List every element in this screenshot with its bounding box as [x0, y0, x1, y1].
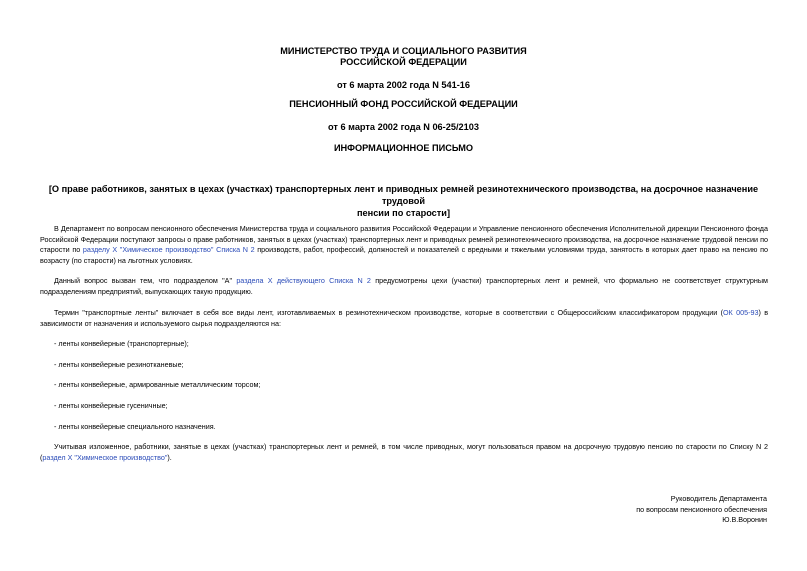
paragraph-1-text-b: производств, работ, профессий, должностей и показателей с вредными и тяжелыми условиями труда, занятость в которых дает право на пенсию по возрасту (по старости) на льготных условиях.: [40, 245, 768, 265]
signature-position-line1: Руководитель Департамента: [670, 494, 767, 503]
signature-block: [467, 494, 767, 526]
list-item: - ленты конвейерные специального назначения.: [54, 422, 216, 431]
list-item: - ленты конвейерные резинотканевые;: [54, 360, 184, 369]
paragraph-2-text-a: Данный вопрос вызван тем, что подразделом "А": [54, 276, 237, 285]
paragraph-1: [40, 224, 768, 266]
paragraph-4-text-a: Учитывая изложенное, работники, занятые в цехах (участках) транспортерных лент и ремней, в том числе приводных, могут пользоваться правом на досрочную трудовую пенсию по старости по Списку N 2 (: [40, 442, 768, 462]
document-title-line1: [О праве работников, занятых в цехах (участках) транспортерных лент и приводных ремней резинотехнического производства, на досрочное назначение трудовой: [48, 184, 759, 206]
paragraph-2: [40, 276, 768, 297]
ministry-name: [0, 46, 807, 68]
paragraph-4-text-b: ).: [167, 452, 172, 462]
fund-date: от 6 марта 2002 года N 06-25/2103: [328, 122, 479, 132]
paragraph-3-text-b: ) в зависимости от назначения и используемого сырья подразделяются на:: [40, 308, 769, 328]
fund-name: ПЕНСИОННЫЙ ФОНД РОССИЙСКОЙ ФЕДЕРАЦИИ: [289, 99, 518, 109]
document-title: [36, 183, 771, 219]
signature-position-line2: по вопросам пенсионного обеспечения: [636, 504, 767, 514]
link-section-x-current-list-2[interactable]: раздела X действующего Списка N 2: [236, 276, 371, 285]
document-title-line2: пенсии по старости]: [356, 208, 451, 218]
ministry-name-line1: МИНИСТЕРСТВО ТРУДА И СОЦИАЛЬНОГО РАЗВИТИЯ: [280, 46, 527, 56]
ministry-name-line2: РОССИЙСКОЙ ФЕДЕРАЦИИ: [340, 57, 467, 67]
paragraph-4: [40, 442, 768, 463]
paragraph-2-text-b: предусмотрены цехи (участки) транспортерных лент и ремней, что формально не соответствует структурным подразделениям предприятий, выпускающих такую продукцию.: [40, 276, 768, 296]
document-type: ИНФОРМАЦИОННОЕ ПИСЬМО: [333, 143, 474, 153]
paragraph-3: [40, 308, 768, 329]
link-section-x-chemical[interactable]: раздел X "Химическое производство": [42, 452, 168, 462]
link-ok-005-93[interactable]: ОК 005-93: [722, 308, 759, 317]
list-item: - ленты конвейерные, армированные металлическим торсом;: [54, 380, 261, 389]
signature-name: Ю.В.Воронин: [722, 515, 767, 525]
link-section-x-list-2[interactable]: разделу X "Химическое производство" Списка N 2: [82, 245, 255, 254]
list-item: - ленты конвейерные (транспортерные);: [54, 339, 189, 348]
paragraph-3-text-a: Термин "транспортные ленты" включает в себя все виды лент, изготавливаемых в резинотехническом производстве, которые в соответствии с Общероссийским классификатором продукции (: [54, 308, 723, 317]
paragraph-1-text-a: В Департамент по вопросам пенсионного обеспечения Министерства труда и социального развития Российской Федерации и Управление пенсионного обеспечения Исполнительной дирекции Пенсионного фонда Российской Федерации поступают запросы о праве работников, занятых в цехах (участках) транспортерных лент и приводных ремней резинотехнического производства, на досрочное назначение трудовой пенсии по старости по: [40, 224, 768, 254]
list-item: - ленты конвейерные гусеничные;: [54, 401, 168, 410]
ministry-date: от 6 марта 2002 года N 541-16: [336, 80, 470, 90]
